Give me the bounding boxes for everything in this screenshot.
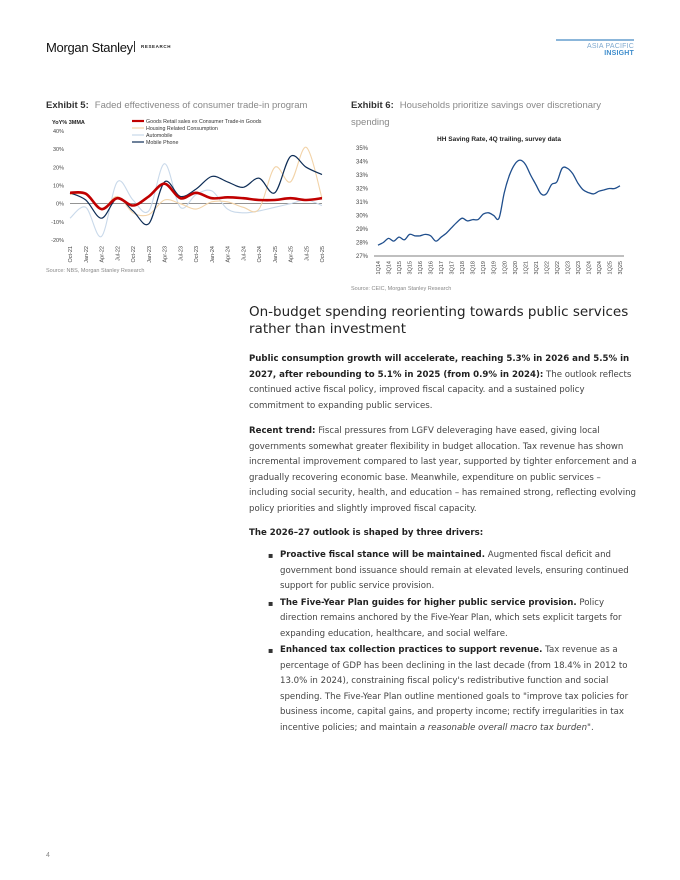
legend-label: Housing Related Consumption	[146, 126, 218, 132]
p3-lead: The 2026–27 outlook is shaped by three drivers:	[249, 528, 484, 538]
x-tick-label: Jan-24	[209, 246, 216, 263]
x-tick-label: Apr-22	[99, 246, 106, 263]
research-label: RESEARCH	[141, 44, 172, 49]
driver-lead: The Five-Year Plan guides for higher public service provision.	[280, 597, 577, 608]
exhibit-6-caption: Households prioritize savings over discretionary spending	[351, 100, 601, 128]
x-tick-label: Jul-23	[178, 246, 185, 261]
y-tick-label: 0%	[56, 201, 64, 208]
x-tick-label: 3Q15	[407, 261, 414, 275]
chart-title: HH Saving Rate, 4Q trailing, survey data	[437, 136, 561, 143]
x-tick-label: Apr-23	[162, 246, 169, 263]
paragraph-recent-trend	[249, 424, 639, 517]
driver-quote: a reasonable overall macro tax burden	[419, 722, 588, 733]
x-tick-label: 1Q24	[586, 261, 593, 275]
y-axis-label: YoY% 3MMA	[52, 120, 85, 126]
x-tick-label: 1Q25	[607, 261, 614, 275]
x-tick-label: Jul-25	[304, 246, 311, 261]
driver-tail: ".	[587, 722, 594, 733]
x-tick-label: 3Q14	[386, 261, 393, 275]
p1-lead: Public consumption growth will accelerate, reaching 5.3% in 2026 and 5.5% in 2027, after rebounding to 5.1% in 2025 (from 0.9% in 2024):	[249, 354, 630, 380]
exhibit-6-chart	[348, 130, 638, 285]
y-tick-label: 30%	[355, 213, 368, 220]
x-tick-label: 3Q22	[554, 261, 561, 275]
y-tick-label: 28%	[355, 240, 368, 247]
x-tick-label: Jan-23	[146, 246, 153, 263]
legend-label: Mobile Phone	[146, 140, 179, 146]
x-tick-label: Oct-23	[194, 246, 200, 263]
x-tick-label: Oct-24	[257, 246, 263, 263]
series-line-hh-saving-rate	[378, 160, 620, 245]
x-tick-label: 1Q23	[565, 261, 572, 275]
exhibit-5-caption: Faded effectiveness of consumer trade-in program	[94, 100, 308, 111]
x-tick-label: 3Q16	[428, 261, 435, 275]
exhibit-6-title	[351, 97, 631, 131]
series-bold: INSIGHT	[604, 50, 634, 57]
series-badge	[556, 39, 634, 57]
x-tick-label: Jan-25	[272, 246, 279, 263]
paragraph-public-consumption	[249, 352, 639, 414]
x-tick-label: 1Q14	[376, 261, 382, 275]
exhibit-5-label: Exhibit 5:	[46, 100, 89, 111]
legend-label: Goods Retail sales ex Consumer Trade-in Goods	[146, 119, 262, 125]
x-tick-label: Jan-22	[83, 246, 90, 263]
x-tick-label: Oct-22	[131, 246, 137, 263]
trade-in-line-chart	[44, 115, 334, 270]
x-tick-label: 1Q22	[544, 261, 551, 275]
page-number: 4	[46, 852, 50, 859]
y-tick-label: -10%	[51, 219, 64, 226]
y-tick-label: 30%	[52, 147, 64, 154]
x-tick-label: Jul-24	[241, 246, 248, 261]
y-tick-label: 20%	[52, 165, 64, 172]
header-divider	[134, 41, 135, 52]
x-tick-label: 3Q17	[449, 261, 456, 275]
driver-item	[268, 548, 640, 595]
x-tick-label: 3Q25	[618, 261, 624, 275]
morgan-stanley-logo: Morgan Stanley	[46, 40, 133, 55]
section-heading: On-budget spending reorienting towards public services rather than investment	[249, 304, 629, 337]
x-tick-label: Oct-21	[68, 246, 74, 263]
series-light: ASIA PACIFIC	[586, 43, 634, 50]
y-tick-label: 31%	[355, 200, 368, 206]
p2-text: Fiscal pressures from LGFV deleveraging have eased, giving local governments somewhat greater flexibility in budget allocation. Tax revenue has shown incremental improvement compared to last year, supported by tighter enforcement and a gradually recovering economic base. Meanwhile, expenditure on public services – including social security, health, and education – has remained strong, reflecting evolving policy priorities and slightly improved fiscal capacity.	[249, 426, 637, 514]
driver-lead: Enhanced tax collection practices to support revenue.	[280, 645, 543, 655]
series-line-mobile-phone	[70, 156, 322, 225]
y-tick-label: 33%	[355, 173, 368, 179]
exhibit-5-source: Source: NBS, Morgan Stanley Research	[46, 268, 145, 274]
x-tick-label: 3Q24	[596, 261, 603, 275]
y-tick-label: 40%	[52, 129, 64, 135]
driver-item	[268, 596, 640, 643]
driver-lead: Proactive fiscal stance will be maintained.	[280, 550, 485, 560]
exhibit-6-source: Source: CEIC, Morgan Stanley Research	[351, 286, 452, 292]
x-tick-label: 1Q18	[460, 261, 467, 275]
series-line-automobile	[70, 164, 322, 237]
x-tick-label: 3Q23	[575, 261, 582, 275]
paragraph-drivers-intro	[249, 526, 639, 542]
drivers-list	[268, 548, 640, 737]
exhibit-6-label: Exhibit 6:	[351, 100, 394, 111]
p1-text: The outlook reflects continued active fiscal policy, improved fiscal capacity. and a sustained policy commitment to expanding public services.	[249, 369, 632, 411]
y-tick-label: -20%	[51, 238, 64, 244]
exhibit-5-title	[46, 97, 336, 114]
p2-lead: Recent trend:	[249, 426, 316, 436]
legend-label: Automobile	[146, 133, 173, 139]
x-tick-label: 3Q18	[470, 261, 477, 275]
exhibit-5-chart	[44, 115, 334, 270]
y-tick-label: 27%	[355, 254, 368, 260]
y-tick-label: 32%	[355, 186, 368, 193]
x-tick-label: Oct-25	[320, 246, 326, 263]
y-tick-label: 35%	[355, 146, 368, 152]
x-tick-label: 1Q17	[439, 261, 446, 275]
y-tick-label: 10%	[52, 183, 64, 190]
x-tick-label: Jul-22	[115, 246, 122, 261]
x-tick-label: 1Q19	[481, 261, 488, 275]
driver-item	[268, 643, 640, 736]
saving-rate-line-chart	[348, 130, 638, 285]
driver-text: Policy direction remains anchored by the Five-Year Plan, which sets explicit targets for expanding education, healthcare, and social welfare.	[280, 597, 622, 639]
x-tick-label: 3Q20	[512, 261, 519, 275]
x-tick-label: 3Q21	[533, 261, 540, 275]
x-tick-label: Apr-25	[288, 246, 295, 263]
x-tick-label: 1Q16	[418, 261, 425, 275]
x-tick-label: Apr-24	[225, 246, 232, 263]
driver-text: Tax revenue as a percentage of GDP has been declining in the last decade (from 18.4% in 2012 to 13.0% in 2024), constraining fiscal policy's redistributive function and social spending. The Five-Year Plan outline mentioned goals to "improve tax policies for business income, capital gains, and property income; rectify irregularities in tax incentive policies; and maintain	[280, 645, 629, 733]
x-tick-label: 1Q21	[523, 261, 530, 275]
y-tick-label: 29%	[355, 227, 368, 233]
driver-text: Augmented fiscal deficit and government bond issuance should remain at elevated levels, ensuring continued support for public service provision.	[280, 550, 629, 591]
y-tick-label: 34%	[355, 159, 368, 166]
x-tick-label: 1Q20	[502, 261, 509, 275]
x-tick-label: 1Q15	[397, 261, 404, 275]
x-tick-label: 3Q19	[491, 261, 498, 275]
